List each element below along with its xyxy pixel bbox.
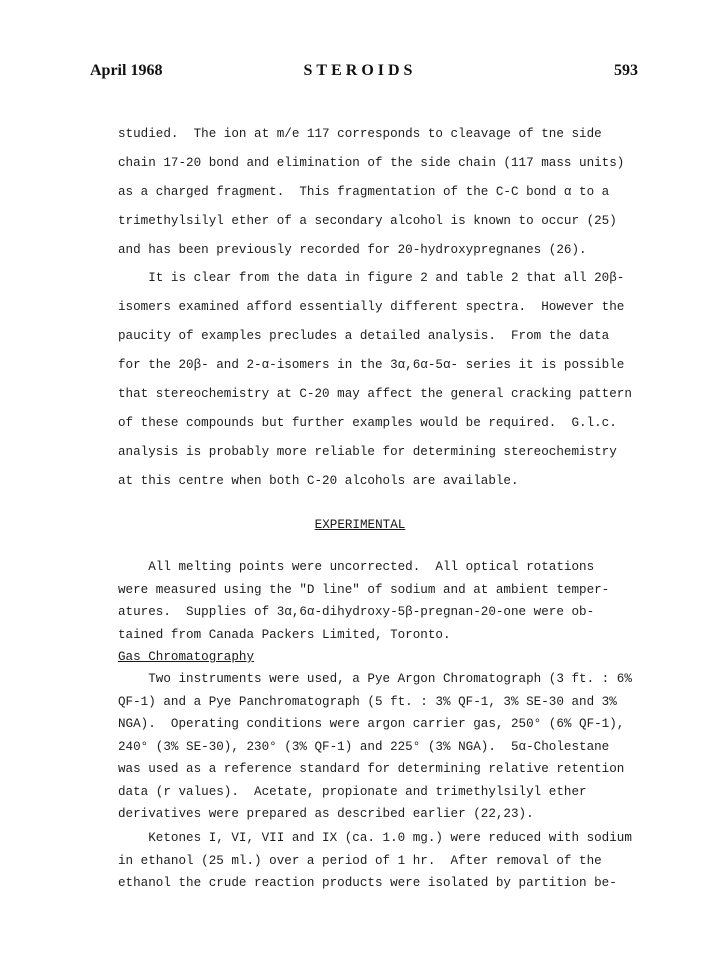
subsection-heading: Gas Chromatography — [118, 650, 255, 664]
body-line: NGA). Operating conditions were argon carrier gas, 250° (6% QF-1), — [118, 717, 625, 731]
page-number: 593 — [614, 62, 638, 79]
body-line: isomers examined afford essentially different spectra. However the — [118, 300, 625, 314]
body-line: analysis is probably more reliable for determining stereochemistry — [118, 445, 617, 459]
header-date: April 1968 — [90, 62, 163, 79]
body-line: that stereochemistry at C-20 may affect the general cracking pattern — [118, 387, 632, 401]
body-line: ethanol the crude reaction products were isolated by partition be- — [118, 876, 617, 890]
body-line: of these compounds but further examples would be required. G.l.c. — [118, 416, 617, 430]
body-line: QF-1) and a Pye Panchromatograph (5 ft. : 3% QF-1, 3% SE-30 and 3% — [118, 695, 617, 709]
body-line: paucity of examples precludes a detailed analysis. From the data — [118, 329, 610, 343]
body-line: Two instruments were used, a Pye Argon Chromatograph (3 ft. : 6% — [118, 672, 632, 686]
body-line: All melting points were uncorrected. All optical rotations — [118, 560, 595, 574]
body-line: atures. Supplies of 3α,6α-dihydroxy-5β-pregnan-20-one were ob- — [118, 605, 595, 619]
body-line: was used as a reference standard for determining relative retention — [118, 762, 625, 776]
body-line: tained from Canada Packers Limited, Toronto. — [118, 628, 451, 642]
body-line: studied. The ion at m/e 117 corresponds to cleavage of tne side — [118, 127, 602, 141]
body-line: trimethylsilyl ether of a secondary alcohol is known to occur (25) — [118, 214, 617, 228]
body-line: for the 20β- and 2-α-isomers in the 3α,6α-5α- series it is possible — [118, 358, 625, 372]
body-line: 240° (3% SE-30), 230° (3% QF-1) and 225° (3% NGA). 5α-Cholestane — [118, 740, 610, 754]
body-line: It is clear from the data in figure 2 and table 2 that all 20β- — [118, 271, 625, 285]
body-line: and has been previously recorded for 20-hydroxypregnanes (26). — [118, 243, 587, 257]
body-line: at this centre when both C-20 alcohols are available. — [118, 474, 519, 488]
section-heading: EXPERIMENTAL — [314, 518, 406, 532]
body-line: as a charged fragment. This fragmentation of the C-C bond α to a — [118, 185, 610, 199]
journal-title: STEROIDS — [303, 62, 417, 79]
body-line: were measured using the "D line" of sodium and at ambient temper- — [118, 583, 610, 597]
body-line: data (r values). Acetate, propionate and trimethylsilyl ether — [118, 785, 587, 799]
body-line: Ketones I, VI, VII and IX (ca. 1.0 mg.) were reduced with sodium — [118, 831, 632, 845]
body-line: chain 17-20 bond and elimination of the side chain (117 mass units) — [118, 156, 625, 170]
body-line: derivatives were prepared as described earlier (22,23). — [118, 807, 534, 821]
body-line: in ethanol (25 ml.) over a period of 1 hr. After removal of the — [118, 854, 602, 868]
